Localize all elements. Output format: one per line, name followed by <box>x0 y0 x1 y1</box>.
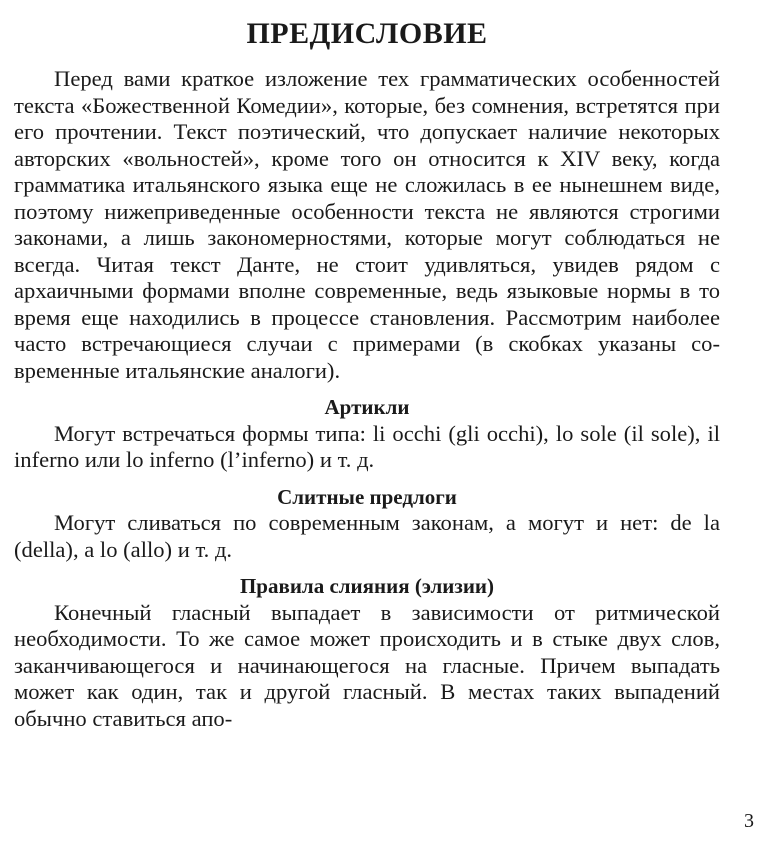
section-heading-articles: Артикли <box>324 395 410 419</box>
section-text-articles: Могут встречаться формы типа: li occhi (gli occhi), lo sole (il sole), il inferno или lo inferno (l’inferno) и т. д. <box>14 420 720 472</box>
page-number: 3 <box>744 810 754 832</box>
section-text-elision: Конечный гласный выпадает в зависимости от ритмической необходимости. То же самое может происходить и в стыке двух слов, заканчивающегося и начинающегося на гласные. Причем выпадать может как один, так и другой гласный. В местах таких выпадений обычно ставиться апо- <box>14 599 720 731</box>
page-content <box>14 0 720 732</box>
section-text-prepositions: Могут сливаться по современным законам, а могут и нет: de la (della), a lo (allo) и т. д. <box>14 510 720 562</box>
page-title: ПРЕДИСЛОВИЕ <box>246 17 488 50</box>
intro-paragraph: Перед вами краткое изложение тех грамматических особенностей текста «Божественной Комедии», которые, без сомнения, встретятся при его прочтении. Текст поэтический, что допускает наличие некоторых авторских «вольностей», кроме того он относится к XIV веку, когда грамматика итальянского языка еще не сложилась в ее нынешнем виде, поэтому нижеприведенные особенности текста не являются строгими законами, а лишь закономерностями, которые могут соблюдаться не всегда. Читая текст Данте, не стоит удивляться, увидев рядом с архаичными формами вполне современные, ведь языковые нормы в то время еще находились в процессе становления. Рассмотрим наиболее часто встречающиеся случаи с примерами (в скобках указаны современные итальянские аналоги). <box>14 66 720 383</box>
section-heading-prepositions: Слитные предлоги <box>277 484 457 509</box>
section-heading-elision: Правила слияния (элизии) <box>239 574 495 598</box>
